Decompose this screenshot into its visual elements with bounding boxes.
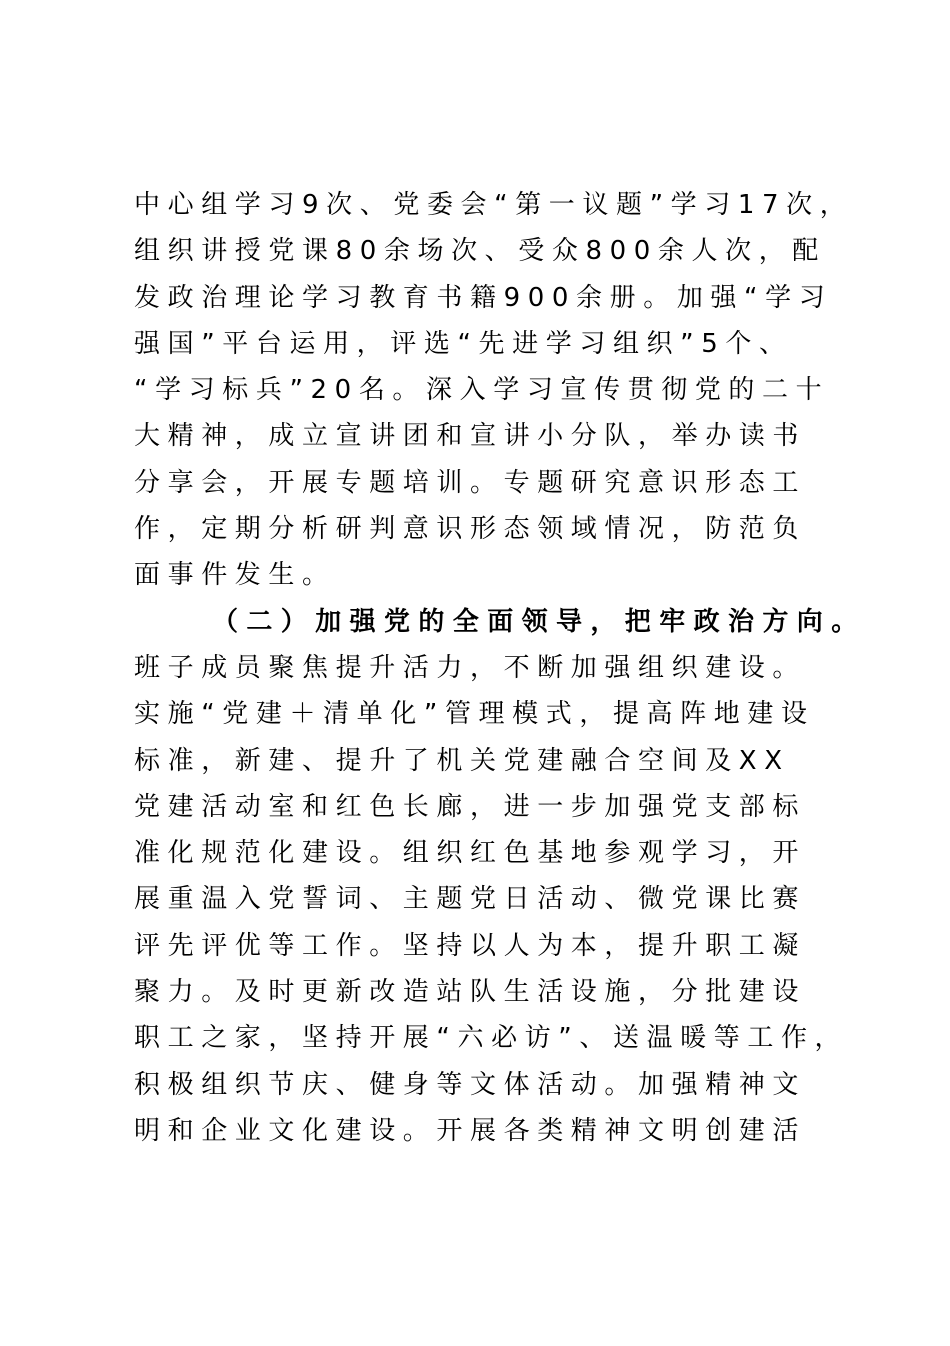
text-line: 明和企业文化建设。开展各类精神文明创建活 xyxy=(134,1115,807,1146)
text-line: 评先评优等工作。坚持以人为本，提升职工凝 xyxy=(134,930,807,961)
text-line: “学习标兵”20名。深入学习宣传贯彻党的二十 xyxy=(134,375,830,406)
text-line: 标准，新建、提升了机关党建融合空间及XX xyxy=(134,745,790,776)
text-line: 实施“党建＋清单化”管理模式，提高阵地建设 xyxy=(134,699,815,730)
text-line: 分享会，开展专题培训。专题研究意识形态工 xyxy=(134,467,807,498)
body-text xyxy=(134,182,866,1154)
text-line: 中心组学习9次、党委会“第一议题”学习17次， xyxy=(134,190,854,220)
text-line: 面事件发生。 xyxy=(134,560,336,591)
text-line: 准化规范化建设。组织红色基地参观学习，开 xyxy=(134,838,807,869)
text-line: 职工之家，坚持开展“六必访”、送温暖等工作， xyxy=(134,1023,849,1054)
text-line: 发政治理论学习教育书籍900余册。加强“学习 xyxy=(134,282,833,313)
section-heading: （二）加强党的全面领导，把牢政治方向。 xyxy=(212,606,866,637)
text-line: 组织讲授党课80余场次、受众800余人次，配 xyxy=(134,236,826,267)
text-line: 作，定期分析研判意识形态领域情况，防范负 xyxy=(134,514,807,545)
text-line: 班子成员聚焦提升活力，不断加强组织建设。 xyxy=(134,652,807,683)
text-line: 强国”平台运用，评选“先进学习组织”5个、 xyxy=(134,328,793,359)
text-line: 大精神，成立宣讲团和宣讲小分队，举办读书 xyxy=(134,421,807,452)
text-line: 积极组织节庆、健身等文体活动。加强精神文 xyxy=(134,1069,807,1100)
text-line: 展重温入党誓词、主题党日活动、微党课比赛 xyxy=(134,884,807,915)
text-line: 聚力。及时更新改造站队生活设施，分批建设 xyxy=(134,977,807,1008)
text-line: 党建活动室和红色长廊，进一步加强党支部标 xyxy=(134,791,807,822)
